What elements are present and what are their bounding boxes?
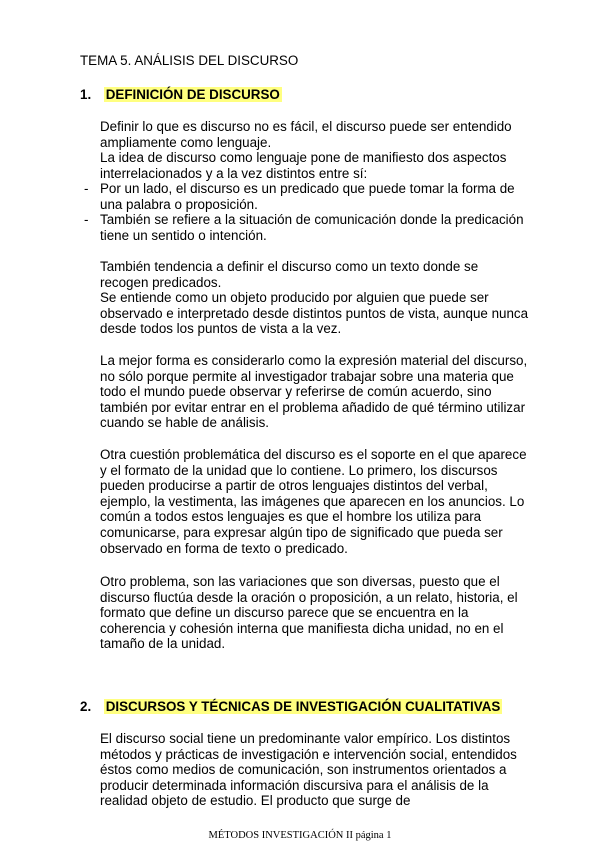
page-footer: MÉTODOS INVESTIGACIÓN II página 1 bbox=[208, 830, 392, 841]
paragraph: Definir lo que es discurso no es fácil, el discurso puede ser entendido ampliamente como lenguaje. bbox=[100, 119, 512, 150]
paragraph: Otra cuestión problemática del discurso es el soporte en el que aparece y el formato de la unidad que lo contiene. Lo primero, los discursos pueden producirse a partir de otros lenguajes distintos del verbal, ejemplo, la vestimenta, las imágenes que aparecen en los anuncios. Lo común a todos estos lenguajes es que el hombre los utiliza para comunicarse, para expresar algún tipo de significado que pueda ser observado en forma de texto o predicado. bbox=[100, 447, 527, 556]
paragraph: Se entiende como un objeto producido por alguien que puede ser observado e interpretado desde distintos puntos de vista, aunque nunca desde todos los puntos de vista a la vez. bbox=[100, 290, 529, 337]
paragraph: La idea de discurso como lenguaje pone de manifiesto dos aspectos interrelacionados y a la vez distintos entre sí: bbox=[100, 150, 507, 181]
paragraph-mejor-forma bbox=[100, 353, 530, 431]
paragraph-variaciones bbox=[100, 574, 530, 652]
section-1-number: 1. bbox=[80, 87, 92, 102]
paragraph: También tendencia a definir el discurso como un texto donde se recogen predicados. bbox=[100, 259, 479, 290]
section-1-title: DEFINICIÓN DE DISCURSO bbox=[105, 87, 280, 102]
bullet-marker: - bbox=[84, 181, 89, 196]
section-1-intro bbox=[100, 119, 530, 181]
paragraph-empirico bbox=[100, 731, 530, 809]
section-2-number: 2. bbox=[80, 699, 92, 714]
paragraph-tendencia bbox=[100, 259, 530, 337]
section-1-heading bbox=[80, 87, 282, 102]
list-item bbox=[84, 181, 530, 212]
section-1-bullet-list bbox=[84, 181, 530, 243]
paragraph-soporte bbox=[100, 447, 530, 556]
list-item bbox=[84, 212, 530, 243]
section-2-title: DISCURSOS Y TÉCNICAS DE INVESTIGACIÓN CUALITATIVAS bbox=[105, 699, 501, 714]
list-item-text: Por un lado, el discurso es un predicado que puede tomar la forma de una palabra o proposición. bbox=[100, 181, 515, 212]
list-item-text: También se refiere a la situación de comunicación donde la predicación tiene un sentido o intención. bbox=[100, 212, 524, 243]
section-2-heading bbox=[80, 699, 502, 714]
document-title: TEMA 5. ANÁLISIS DEL DISCURSO bbox=[80, 53, 299, 68]
bullet-marker: - bbox=[84, 212, 89, 228]
paragraph: El discurso social tiene un predominante valor empírico. Los distintos métodos y prácticas de investigación e intervención social, entendidos éstos como medios de comunicación, son instrumentos orientados a producir determinada información discursiva para el análisis de la realidad objeto de estudio. El producto que surge de bbox=[100, 731, 517, 809]
paragraph: La mejor forma es considerarlo como la expresión material del discurso, no sólo porque permite al investigador trabajar sobre una materia que todo el mundo puede observar y referirse de común acuerdo, sino también por evitar entrar en el problema añadido de qué término utilizar cuando se hable de análisis. bbox=[100, 353, 528, 431]
paragraph: Otro problema, son las variaciones que son diversas, puesto que el discurso fluctúa desde la oración o proposición, a un relato, historia, el formato que define un discurso parece que se encuentra en la coherencia y cohesión interna que manifiesta dicha unidad, no en el tamaño de la unidad. bbox=[100, 574, 518, 652]
